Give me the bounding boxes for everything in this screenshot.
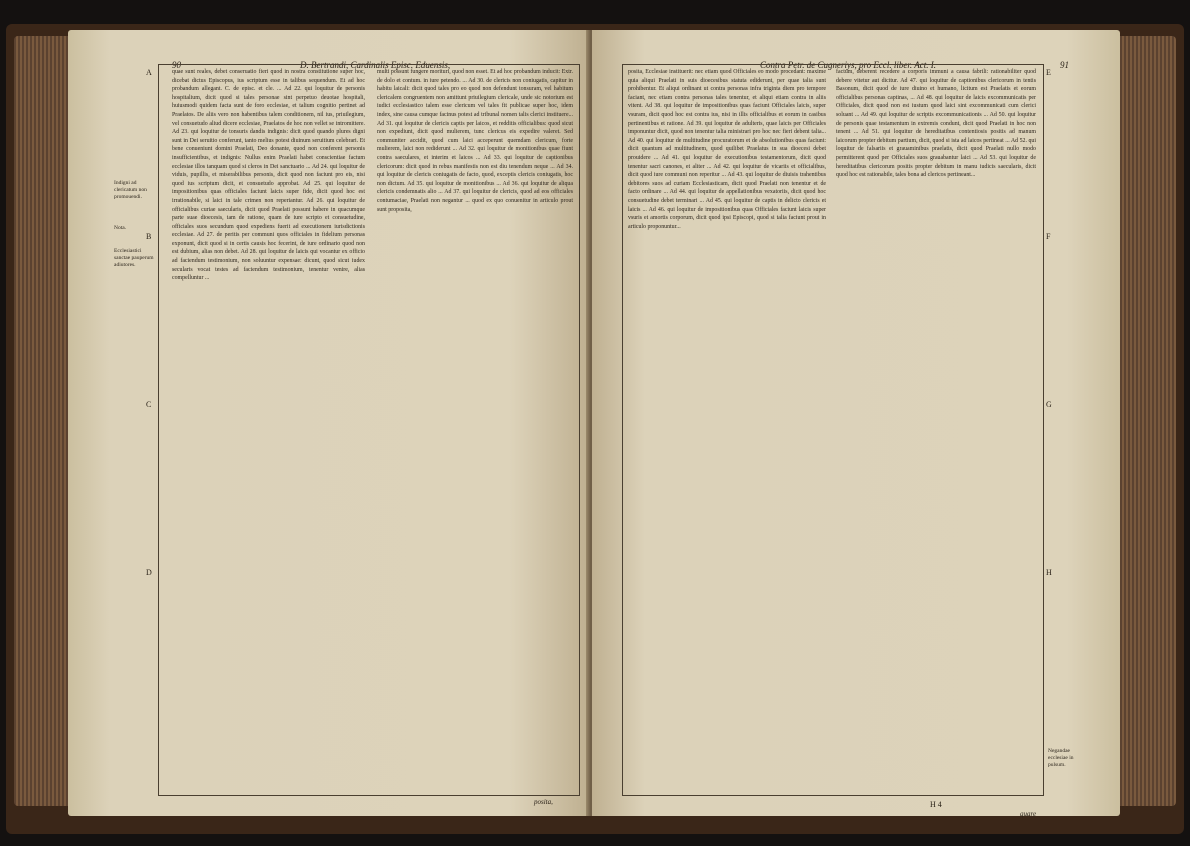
right-side-letter-f: F (1046, 232, 1051, 241)
right-catchword: quare (1020, 810, 1037, 818)
printer-signature: H 4 (930, 800, 942, 809)
left-column-2: multi possunt fungere morituri, quod non esset. Et ad hoc probandum inducit: Extr. de dolo et contum. in iure petendo. ... Ad 30. de clericis non coniugatis, capitur in habitu laicali: dicit quod tales pro eo quod non defendunt tonsuram, vel habitum clericalem congruentem non amittunt priuilegium clericale, unde sic notorium est iudici ecclesiastico talem esse clericum vel tales fit publicae super hoc, idem index, sine causa cumque facinus potest ad tribunal nomen talis clerici instituere... Ad 31. qui loquitur de clericis captis per laicos, et redditis officialibus: quod sicut non expediunt, dicit quod mulierem, tunc clericus eis expedire valeret. Sed communiter accidit, quod cum laici acceperunt quemdam clericum, forte mulierem, laici non rediderunt ... Ad 32. qui loquitur de monitionibus quae fiunt contra saeculares, et interim et laicos ... Ad 33. qui loquitur de captionibus clericorum: dicit quod in rebus manifestis non est diu tenendum neque ... Ad 34. qui loquitur de clericis coniugatis de facto, quod, exceptis clericis coniugatis, hoc non dictum. Ad 35. qui loquitur de monitionibus ... Ad 36. qui loquitur de aliqua clericis condemnatis alio ... Ad 37. qui loquitur de clericis, quod ad eos officiales contumaciae, Praelati non negantur ... quod ex quo conuenitur in articulo prout sunt proposita, (377, 69, 573, 213)
left-page-edges (14, 36, 70, 806)
left-side-letter-c: C (146, 400, 152, 409)
right-page-edges (1118, 36, 1176, 806)
left-margin-note-3: Ecclesiastici sanctae pauperum adiutores. (114, 248, 154, 268)
left-column-1: quae sunt reales, debet conseruatio fieri quod in nostra constitutione super hoc, dicebat dictus Episcopus, ius scriptum esse in talibus sequendum. Et ad hoc probandum allegant. C. de episc. et cle. ... Ad 22. qui loquitur de personis hospitalium, dicit quod si tales personae sint perpetuo deuotae hospitali, huiusmodi quidem facta sunt de foro ecclesiae, et talium cognitio pertinet ad Praelatos. De aliis vero non habentibus talem conditionem, nil ius, priuilegium, vel consuetudo aliud dicere ecclesiae, Praelatos de hoc non vellet se intromittere. Ad 23. qui loquitur de tonsuris dandis indignis: dicit quod quando plures digni sunt in Dei seruitio conferunt, tanto melius potest diuinum seruitium celebrari. Et bene conueniunt domini Praelati, Deo donante, quod non conferent personis insufficientibus, et indignis: Nullus enim Praelati habet conscientiae factum ecclesiae illos tanquam quod si cleros in Dei sanctuario ... Ad 24. qui loquitur de viduis, pupillis, et miserabilibus personis, dicit quod non faciunt pro eis, nisi quod ius scriptum dicit, et consuetudo approbat. Ad 25. qui loquitur de impositionibus quas officiales faciunt laicis super fide, dicit quod hoc est irrationabile, si laici in tale crimen non reperiantur. Ad 26. qui loquitur de officialibus curiae saecularis, dicit quod Praelati possunt habere in quacumque parte suae dioecesis, tam de ratione, quam de iure scripto et consuetudine, officiales suos secundum quod expediens fuerit ad executionem iurisdictionis ecclesiae. Ad 27. de peritis per communi quos officiales in fidelium personas exponunt, dicit quod si in certis causis hoc fecerint, de iure ordinario quod non est dubium, alias non debet. Ad 28. qui loquitur de laicis qui vocantur ex officio ad faciendum testimonium, non soluuntur expensae: dicunt, quod sicut iudex secularis vocat testes ad faciendum testimonium, tenentur venire, alias compelluntur ... (172, 69, 365, 282)
right-column-1: posita, Ecclesiae instituerit: nec etiam quod Officiales eo modo procedant: maxime quia aliqui Praelati in suis dioecesibus statuta ediderunt, per quae talia sunt prohibentur. Et aliqui ordinant ut contra personas infra triginta diem pro tempore faciant, nec etiam contra personas tales tenentur, et aliqui etiam contra in aliis vitent. Ad 38. qui loquitur de impositionibus quas faciunt Officiales laicis, super vsuram, dicit quod hoc est contra ius, nisi in illis officialibus et eorum in casibus pertinentibus et ratione. Ad 39. qui loquitur de adulteris, quae laicis per Officiales imponuntur dicit, quod non tenentur talia ministrari pro hoc nec fieri debent talia... Ad 40. qui loquitur de multitudine procuratorum et de absolutionibus quas faciunt: dicit quantum ad multitudinem, quod quilibet Praelatus in sua dioecesi debet prouidere ... Ad 41. qui loquitur de executionibus testamentorum, dicit quod tenentur sacri canones, et aliter ... Ad 42. qui loquitur de vicariis et officialibus, dicit quod iure communi non reperitur ... Ad 43. qui loquitur de diuisis trahentibus debitores suos ad curiam Ecclesiasticam, dicit quod Praelati non tenentur et de facto ordinare ... Ad 44. qui loquitur de appellationibus vexatoriis, dicit quod hoc consuetudine debet terminari ... Ad 45. qui loquitur de captis in delicto clericis et laicis ... Ad 46. qui loquitur de impositionibus quas Officiales faciunt laicis super vsuris et amortis corporum, dicit quod ipsi Episcopi, quod si talia faciunt prout in articulo proponuntur... (628, 69, 826, 230)
right-column-2: factum, deberent recedere a corporis immuni a causa fabrili: rationabiliter quod debere vitetur aut dicitur. Ad 47. qui loquitur de captionibus clericorum in tentis Basonum, dicit quod de iure diuino et humano, licitum est Praelatis et eorum officialibus personas captinas, ... Ad 48. qui loquitur de laicis excommunicatis per Officiales, dicit quod non est iustum quod laici sint excommunicati cum clerici soluant ... Ad 49. qui loquitur de scriptis excommunicationis ... Ad 50. qui loquitur de personis quae testamentum in extremis condunt, dicit quod Praelati in hoc non tenent ... Ad 51. qui loquitur de hereditatibus contentiosis positis ad manum laicorum propter debitum partium, dicit, quod si ista ad laicos pertineat ... Ad 52. qui loquitur de falsariis et grauaminibus praelatis, dicit quod Praelati nullo modo permitterent quod per Officiales suos grauabantur laici ... Ad 53. qui loquitur de hereditatibus clericorum positis propter debitum in manu iudicis saecularis, dicit quod hoc est rationabile, tales bona ad clericos pertineant... (836, 69, 1036, 179)
right-margin-note-1: Negandae ecclesiae in pulsum. (1048, 748, 1074, 768)
left-side-letter-a: A (146, 68, 152, 77)
left-margin-note-1: Indigni ad clericatum non promouendi. (114, 180, 147, 200)
right-side-letter-g: G (1046, 400, 1052, 409)
left-margin-rule (158, 64, 159, 794)
right-side-letter-h: H (1046, 568, 1052, 577)
left-side-letter-d: D (146, 568, 152, 577)
left-running-head: D. Bertrandi, Cardinalis Episc. Eduensis, (300, 60, 451, 70)
left-margin-note-2: Nota. (114, 225, 127, 231)
right-running-head: Contra Petr. de Cugneriys, pro Eccl. liber. Act. I. (760, 60, 936, 70)
left-page-number: 90 (172, 60, 181, 70)
left-catchword: posita, (534, 798, 553, 806)
right-side-letter-e: E (1046, 68, 1051, 77)
left-side-letter-b: B (146, 232, 152, 241)
right-page-number: 91 (1060, 60, 1069, 70)
